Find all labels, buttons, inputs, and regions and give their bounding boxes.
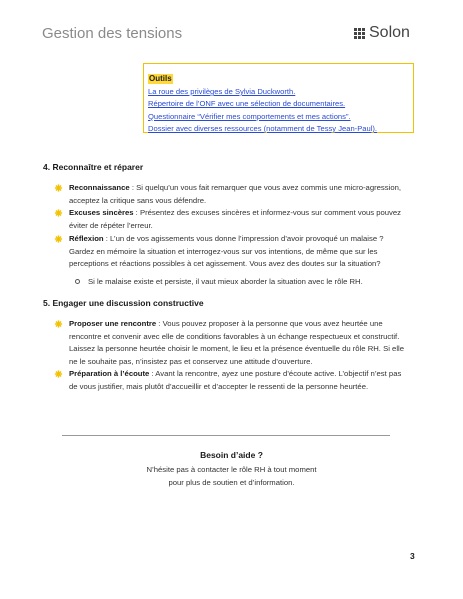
item-text: : Vous pouvez proposer à la personne que vous avez heurtée une rencontre et convenir avec elle de conditions favorables à un échange respectueux et constructif. Laissez la personne heurtée choisir le moment, le lieu et la présence éventuelle du rôle RH. Si elle ne le souhaite pas, n’insistez pas et conservez une attitude d’ouverture. <box>69 319 405 366</box>
brand-logo <box>354 24 410 42</box>
tools-box <box>143 63 414 133</box>
star-bullet-icon <box>54 182 63 194</box>
tools-label: Outils <box>149 74 172 83</box>
help-title: Besoin d’aide ? <box>200 450 263 460</box>
list-item <box>69 368 409 393</box>
tools-link-resources-folder[interactable]: Dossier avec diverses ressources (notamment de Tessy Jean-Paul). <box>148 123 378 133</box>
help-text-line-1: N’hésite pas à contacter le rôle RH à tout moment <box>146 465 317 474</box>
item-term: Préparation à l’écoute <box>69 369 150 378</box>
item-text: : L’un de vos agissements vous donne l’impression d’avoir provoqué un malaise ? Gardez en mémoire la situation et interrogez-vous sur vos intentions, de même que sur les perceptions et réactions possibles à cet agissement. Vous avez des doutes sur la situation? <box>69 234 384 268</box>
item-text: : Présentez des excuses sincères et informez-vous sur comment vous pouvez éviter de répéter l’erreur. <box>69 208 402 230</box>
section-4-title: 4. Reconnaître et réparer <box>43 162 144 172</box>
sub-item-text: Si le malaise existe et persiste, il vaut mieux aborder la situation avec le rôle RH. <box>88 277 363 286</box>
section-5-title: 5. Engager une discussion constructive <box>43 298 204 308</box>
grid-logo-icon <box>354 28 365 39</box>
item-text: : Avant la rencontre, ayez une posture d’écoute active. L’objectif n’est pas de vous justifier, mais plutôt d’accueillir et d’accepter le ressenti de la personne heurtée. <box>69 369 402 391</box>
circle-bullet-icon <box>75 279 80 284</box>
brand-name: Solon <box>369 24 410 41</box>
document-header-title: Gestion des tensions <box>42 25 183 42</box>
tools-link-privilege-wheel[interactable]: La roue des privilèges de Sylvia Duckworth. <box>148 87 296 96</box>
list-item <box>69 318 409 368</box>
star-bullet-icon <box>54 368 63 380</box>
list-item <box>69 233 409 271</box>
tools-link-onf-directory[interactable]: Répertoire de l’ONF avec une sélection de documentaires. <box>148 99 346 109</box>
item-text: : Si quelqu’un vous fait remarquer que vous avez commis une micro-agression, acceptez la critique sans vous défendre. <box>69 183 402 205</box>
help-text-line-2: pour plus de soutien et d’information. <box>168 478 295 487</box>
item-term: Réflexion <box>69 234 104 243</box>
item-term: Excuses sincères <box>69 208 134 217</box>
item-term: Proposer une rencontre <box>69 319 157 328</box>
sub-list-item <box>88 276 363 288</box>
item-term: Reconnaissance <box>69 183 130 192</box>
star-bullet-icon <box>54 233 63 245</box>
list-item <box>69 207 409 232</box>
star-bullet-icon <box>54 318 63 330</box>
page-number: 3 <box>410 551 415 561</box>
tools-link-questionnaire[interactable]: Questionnaire “Vérifier mes comportements et mes actions”. <box>148 111 351 121</box>
divider <box>62 435 390 436</box>
list-item <box>69 182 409 207</box>
star-bullet-icon <box>54 207 63 219</box>
